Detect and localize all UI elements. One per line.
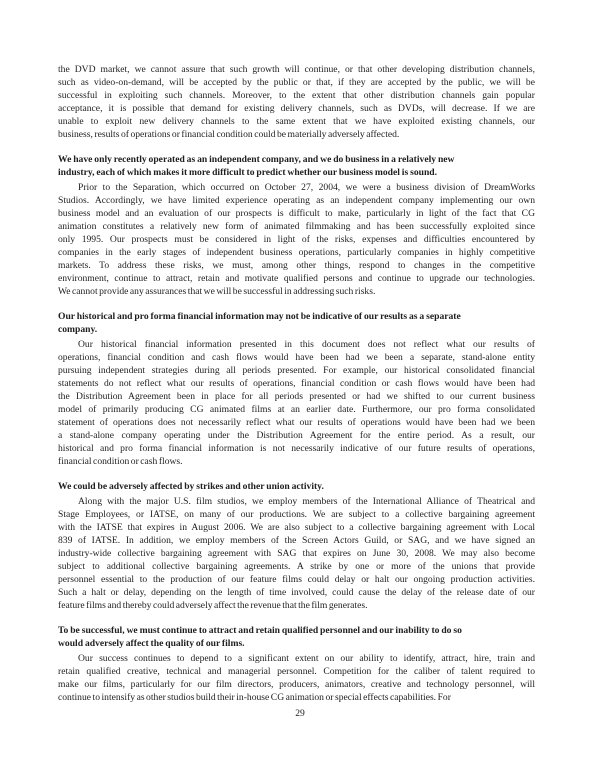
text-line: industry-wide collective bargaining agreement with SAG that expires on June 30, 2008. We may also become: [58, 548, 535, 559]
text-line: We could be adversely affected by strikes and other union activity.: [58, 481, 324, 492]
text-line: unable to exploit new delivery channels to the same extent that we have exploited existing channels, our: [58, 116, 535, 127]
text-line: successful in exploiting such channels. Moreover, to the extent that other distribution channels gain popular: [58, 90, 535, 101]
text-line: with the IATSE that expires in August 2006. We are also subject to a collective bargaining agreement with Local: [58, 522, 535, 533]
text-line: environment, continue to attract, retain and motivate qualified persons and continue to upgrade our technologies.: [58, 273, 535, 284]
text-line: Studios. Accordingly, we have limited experience operating as an independent company implementing our own: [58, 195, 535, 206]
text-line: statement of operations does not necessarily reflect what our results of operations would have been had we been: [58, 417, 535, 428]
text-line: continue to intensify as other studios build their in-house CG animation or special effects capabilities. For: [58, 692, 451, 703]
text-line: pursuing independent strategies during all periods presented. For example, our historical consolidated financial: [58, 365, 535, 376]
text-line: subject to additional collective bargaining agreements. A strike by one or more of the unions that provide: [58, 561, 535, 572]
text-line: industry, each of which makes it more difficult to predict whether our business model is sound.: [58, 167, 438, 178]
text-line: business model and an evaluation of our prospects is difficult to make, particularly in light of the fact that CG: [58, 208, 535, 219]
text-line: companies in the early stages of independent business operations, particularly companies in highly competitive: [58, 247, 535, 258]
risk-factor-heading: [58, 153, 535, 179]
text-line: feature films and thereby could adversely affect the revenue that the film generates.: [58, 600, 368, 611]
body-paragraph: [58, 181, 535, 298]
text-line: financial condition or cash flows.: [58, 456, 183, 467]
text-line: We have only recently operated as an independent company, and we do business in a relatively new: [58, 154, 455, 165]
text-line: such as video-on-demand, will be accepted by the public or that, if they are accepted by the public, we will be: [58, 77, 535, 88]
text-line: We cannot provide any assurances that we will be successful in addressing such risks.: [58, 286, 376, 297]
text-line: only 1995. Our prospects must be considered in light of the risks, expenses and difficulties encountered by: [58, 234, 535, 245]
body-paragraph: [58, 495, 535, 612]
text-line: Our historical financial information presented in this document does not reflect what our results of: [78, 339, 535, 350]
body-paragraph: [58, 63, 535, 141]
risk-factor-heading: [58, 624, 535, 650]
text-line: statements do not reflect what our results of operations, financial condition or cash flows would have been had: [58, 378, 535, 389]
text-line: 839 of IATSE. In addition, we employ members of the Screen Actors Guild, or SAG, and we have signed an: [58, 535, 535, 546]
text-line: a stand-alone company operating under the Distribution Agreement for the entire period. As a result, our: [58, 430, 535, 441]
text-line: markets. To address these risks, we must, among other things, respond to changes in the competitive: [58, 260, 535, 271]
text-line: retain qualified creative, technical and managerial personnel. Competition for the caliber of talent required to: [58, 666, 535, 677]
text-line: Prior to the Separation, which occurred on October 27, 2004, we were a business division of DreamWorks: [78, 182, 535, 193]
text-line: Along with the major U.S. film studios, we employ members of the International Alliance of Theatrical and: [78, 496, 535, 507]
text-line: personnel essential to the production of our feature films could delay or halt our ongoing production activities.: [58, 574, 535, 585]
text-line: acceptance, it is possible that demand for existing delivery channels, such as DVDs, will decrease. If we are: [58, 103, 535, 114]
text-line: make our films, particularly for our film directors, producers, animators, creative and technology personnel, will: [58, 679, 535, 690]
text-line: model of primarily producing CG animated films at an earlier date. Furthermore, our pro forma consolidated: [58, 404, 535, 415]
text-line: business, results of operations or financial condition could be materially adversely affected.: [58, 129, 400, 140]
page-number: 29: [295, 708, 305, 719]
text-line: Our success continues to depend to a significant extent on our ability to identify, attract, hire, train and: [78, 653, 535, 664]
text-line: animation constitutes a relatively new form of animated filmmaking and has been successfully exploited since: [58, 221, 535, 232]
text-line: Such a halt or delay, depending on the length of time involved, could cause the delay of the release date of our: [58, 587, 535, 598]
body-paragraph: [58, 338, 535, 468]
text-line: operations, financial condition and cash flows would have been had we been a separate, stand-alone entity: [58, 352, 535, 363]
text-line: To be successful, we must continue to attract and retain qualified personnel and our inability to do so: [58, 625, 462, 636]
text-line: company.: [58, 324, 98, 335]
text-line: Stage Employees, or IATSE, on many of our productions. We are subject to a collective bargaining agreement: [58, 509, 535, 520]
document-content: [58, 63, 535, 704]
text-line: historical and pro forma financial information is not necessarily indicative of our future results of operations,: [58, 443, 535, 454]
text-line: the DVD market, we cannot assure that such growth will continue, or that other developing distribution channels,: [58, 64, 535, 75]
text-line: would adversely affect the quality of our films.: [58, 638, 245, 649]
risk-factor-heading: [58, 310, 535, 336]
text-line: Our historical and pro forma financial information may not be indicative of our results as a separate: [58, 311, 461, 322]
text-line: the Distribution Agreement been in place for all periods presented or had we shifted to our current business: [58, 391, 535, 402]
body-paragraph: [58, 652, 535, 704]
risk-factor-heading: [58, 480, 535, 493]
